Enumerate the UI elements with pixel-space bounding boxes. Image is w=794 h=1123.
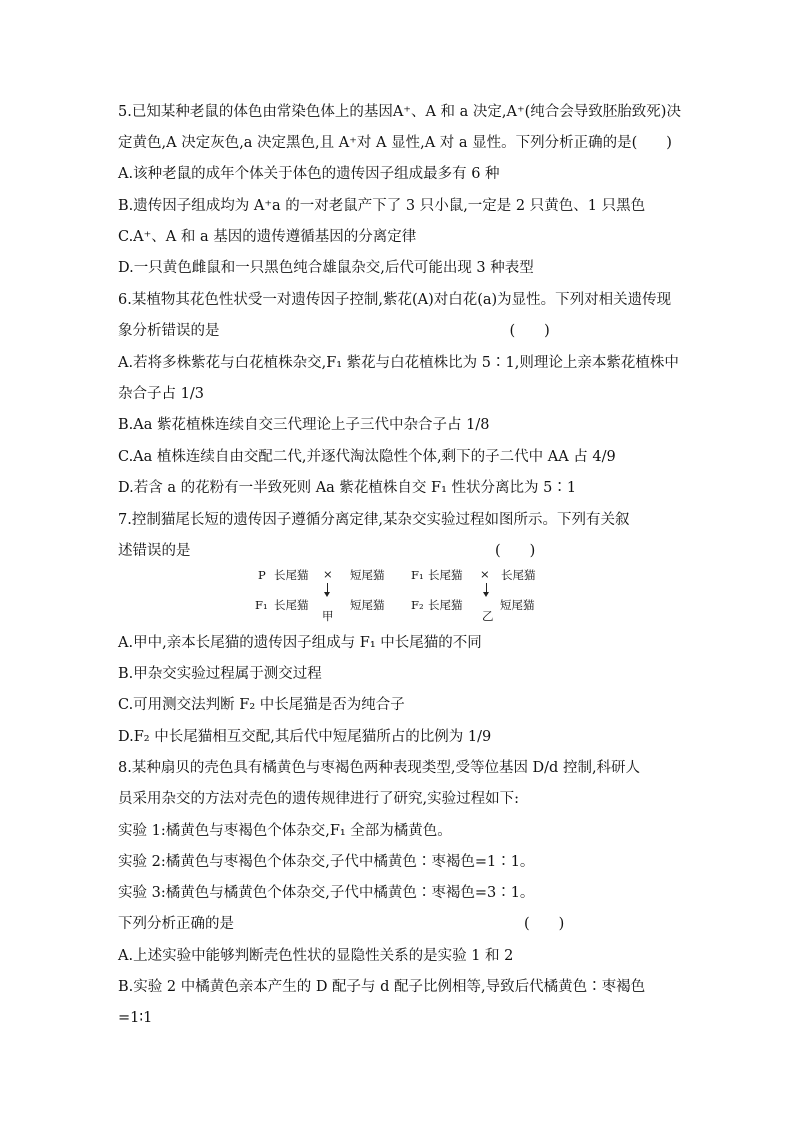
p-generation-label: P: [258, 568, 266, 582]
q8-option-b-line-2: =1∶1: [118, 1010, 153, 1026]
f1-parent-long-tail-cat-1: 长尾猫: [428, 568, 463, 582]
q5-option-a: A.该种老鼠的成年个体关于体色的遗传因子组成最多有 6 种: [118, 166, 500, 182]
q7-stem-line-1: 7.控制猫尾长短的遗传因子遵循分离定律,某杂交实验过程如图所示。下列有关叙: [118, 512, 630, 528]
cross-jia-label: 甲: [322, 609, 334, 623]
f2-long-tail-cat: 长尾猫: [428, 598, 463, 612]
q7-option-d: D.F₂ 中长尾猫相互交配,其后代中短尾猫所占的比例为 1/9: [118, 729, 492, 745]
q6-option-c: C.Aa 植株连续自由交配二代,并逐代淘汰隐性个体,剩下的子二代中 AA 占 4/9: [118, 449, 616, 465]
q6-option-b: B.Aa 紫花植株连续自交三代理论上子三代中杂合子占 1/8: [118, 417, 490, 433]
q8-ask: 下列分析正确的是 ( ): [118, 916, 565, 932]
q8-stem-line-1: 8.某种扇贝的壳色具有橘黄色与枣褐色两种表现类型,受等位基因 D/d 控制,科研人: [118, 760, 641, 776]
q5-option-c: C.A⁺、A 和 a 基因的遗传遵循基因的分离定律: [118, 229, 417, 245]
f2-short-tail-cat: 短尾猫: [500, 598, 535, 612]
f1-short-tail-cat: 短尾猫: [350, 598, 385, 612]
f1-parent-long-tail-cat-2: 长尾猫: [501, 568, 536, 582]
p-short-tail-cat: 短尾猫: [350, 568, 385, 582]
q7-option-b: B.甲杂交实验过程属于测交过程: [118, 666, 322, 682]
f2-generation-label: F₂: [411, 598, 424, 612]
cross-diagram: [250, 565, 550, 627]
p-long-tail-cat: 长尾猫: [274, 568, 309, 582]
cross-yi-label: 乙: [482, 609, 494, 623]
q5-option-b: B.遗传因子组成均为 A⁺a 的一对老鼠产下了 3 只小鼠,一定是 2 只黄色、1 只黑色: [118, 198, 646, 214]
q8-experiment-3: 实验 3:橘黄色与橘黄色个体杂交,子代中橘黄色∶枣褐色=3∶1。: [118, 885, 535, 901]
f1-parent-label: F₁: [411, 568, 424, 582]
q8-option-a: A.上述实验中能够判断壳色性状的显隐性关系的是实验 1 和 2: [118, 948, 514, 964]
cross-symbol-2: ×: [480, 567, 490, 581]
f1-generation-label: F₁: [255, 598, 268, 612]
cross-symbol-1: ×: [323, 567, 333, 581]
q5-stem-line-2: 定黄色,A 决定灰色,a 决定黑色,且 A⁺对 A 显性,A 对 a 显性。下列分析正确的是( ): [118, 135, 672, 151]
q7-option-a: A.甲中,亲本长尾猫的遗传因子组成与 F₁ 中长尾猫的不同: [118, 635, 482, 651]
q6-option-d: D.若含 a 的花粉有一半致死则 Aa 紫花植株自交 F₁ 性状分离比为 5∶1: [118, 480, 577, 496]
q6-option-a-line-1: A.若将多株紫花与白花植株杂交,F₁ 紫花与白花植株比为 5∶1,则理论上亲本紫花植株中: [118, 355, 679, 371]
q6-stem-line-1: 6.某植物其花色性状受一对遗传因子控制,紫花(A)对白花(a)为显性。下列对相关遗传现: [118, 292, 672, 308]
q7-stem-line-2: 述错误的是 ( ): [118, 543, 536, 559]
q8-option-b-line-1: B.实验 2 中橘黄色亲本产生的 D 配子与 d 配子比例相等,导致后代橘黄色∶枣褐色: [118, 979, 646, 995]
q7-option-c: C.可用测交法判断 F₂ 中长尾猫是否为纯合子: [118, 697, 405, 713]
q8-experiment-1: 实验 1:橘黄色与枣褐色个体杂交,F₁ 全部为橘黄色。: [118, 823, 452, 839]
q6-option-a-line-2: 杂合子占 1/3: [118, 386, 204, 402]
q8-experiment-2: 实验 2:橘黄色与枣褐色个体杂交,子代中橘黄色∶枣褐色=1∶1。: [118, 854, 535, 870]
arrow-head-2: [483, 592, 489, 597]
q5-stem-line-1: 5.已知某种老鼠的体色由常染色体上的基因A⁺、A 和 a 决定,A⁺(纯合会导致胚胎致死)决: [118, 104, 681, 120]
q6-stem-line-2: 象分析错误的是 ( ): [118, 323, 550, 339]
arrow-head-1: [324, 592, 330, 597]
q8-stem-line-2: 员采用杂交的方法对壳色的遗传规律进行了研究,实验过程如下:: [118, 791, 519, 807]
f1-long-tail-cat: 长尾猫: [274, 598, 309, 612]
q5-option-d: D.一只黄色雌鼠和一只黑色纯合雄鼠杂交,后代可能出现 3 种表型: [118, 260, 534, 276]
